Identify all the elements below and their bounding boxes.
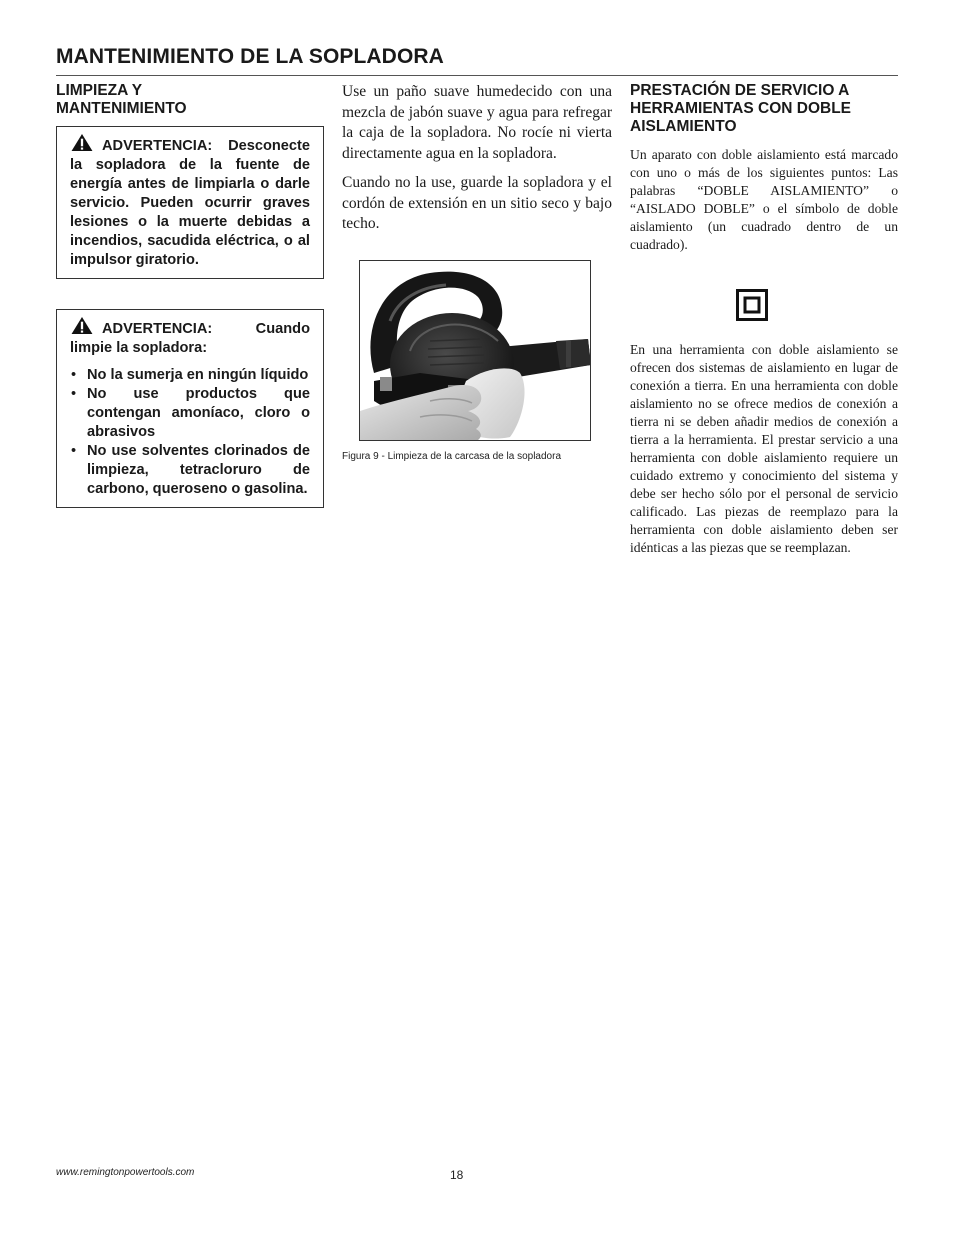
- column-double-insulation: [630, 82, 898, 555]
- title-divider: [56, 75, 898, 76]
- column-cleaning: [56, 82, 324, 508]
- page-number: 18: [450, 1168, 464, 1182]
- warning-paragraph: [70, 133, 310, 270]
- bullet-text: No la sumerja en ningún líquido: [87, 367, 309, 383]
- double-insulation-paragraph: Un aparato con doble aislamiento está marcado con uno o más de los siguientes puntos: Las palabras “DOBLE AISLAMIENTO” o “AISLADO DOBLE” o el símbolo de doble aislamiento (un cuadrado dentro de un cuadrado).: [630, 147, 898, 252]
- blower-cleaning-illustration: [360, 261, 591, 441]
- list-item: • No use solventes clorinados de limpieza, tetracloruro de carbono, queroseno o gasolina.: [71, 443, 310, 497]
- storage-paragraph: Cuando no la use, guarde la sopladora y el cordón de extensión en un sitio seco y bajo techo.: [342, 174, 612, 232]
- bullet-text: No use productos que contengan amoníaco, cloro o abrasivos: [87, 386, 310, 440]
- footer-website: www.remingtonpowertools.com: [56, 1167, 195, 1178]
- warning-triangle-icon: [70, 133, 94, 152]
- figure-blower-cleaning: [359, 260, 591, 441]
- section-heading-cleaning: LIMPIEZA Y MANTENIMIENTO: [56, 82, 187, 117]
- warning-box-disconnect: [56, 126, 324, 279]
- warning-bullet-list: [70, 366, 310, 499]
- service-paragraph: En una herramienta con doble aislamiento se ofrecen dos sistemas de aislamiento en lugar de conexión a tierra. En una herramienta con doble aislamiento no se ofrece medios de conexión a tierra ni se deben añadir medios de conexión a tierra a la herramienta. El prestar servicio a una herramienta con doble aislamiento requiere un cuidado extremo y conocimiento del sistema y debe ser hecho sólo por el personal de servicio calificado. Las piezas de reemplazo para la herramienta con doble aislamiento deben ser idénticas a las piezas que se reemplazan.: [630, 342, 898, 555]
- bullet-text: No use solventes clorinados de limpieza, tetracloruro de carbono, queroseno o gasolina.: [87, 443, 310, 497]
- page-title: MANTENIMIENTO DE LA SOPLADORA: [56, 45, 444, 68]
- warning-text-disconnect: ADVERTENCIA: Desconecte la sopladora de la fuente de energía antes de limpiarla o darle servicio. Pueden ocurrir graves lesiones o la muerte debidas a incendios, sacudida eléctrica, o al impulsor giratorio.: [70, 138, 310, 268]
- list-item: • No la sumerja en ningún líquido: [71, 367, 309, 383]
- section-heading-double-insulation: PRESTACIÓN DE SERVICIO A HERRAMIENTAS CON DOBLE AISLAMIENTO: [630, 82, 852, 135]
- warning-box-cleaning: [56, 309, 324, 508]
- warning-intro: [70, 316, 310, 358]
- cleaning-paragraph: Use un paño suave humedecido con una mezcla de jabón suave y agua para refregar la caja de la sopladora. No rocíe ni vierta directamente agua en la sopladora.: [342, 83, 612, 162]
- warning-text-cleaning: ADVERTENCIA: Cuando limpie la sopladora:: [70, 321, 310, 356]
- list-item: • No use productos que contengan amoníaco, cloro o abrasivos: [71, 386, 310, 440]
- figure-caption: Figura 9 - Limpieza de la carcasa de la sopladora: [342, 451, 562, 462]
- column-instructions: [342, 82, 612, 244]
- double-insulation-icon: [736, 289, 768, 321]
- warning-triangle-icon: [70, 316, 94, 335]
